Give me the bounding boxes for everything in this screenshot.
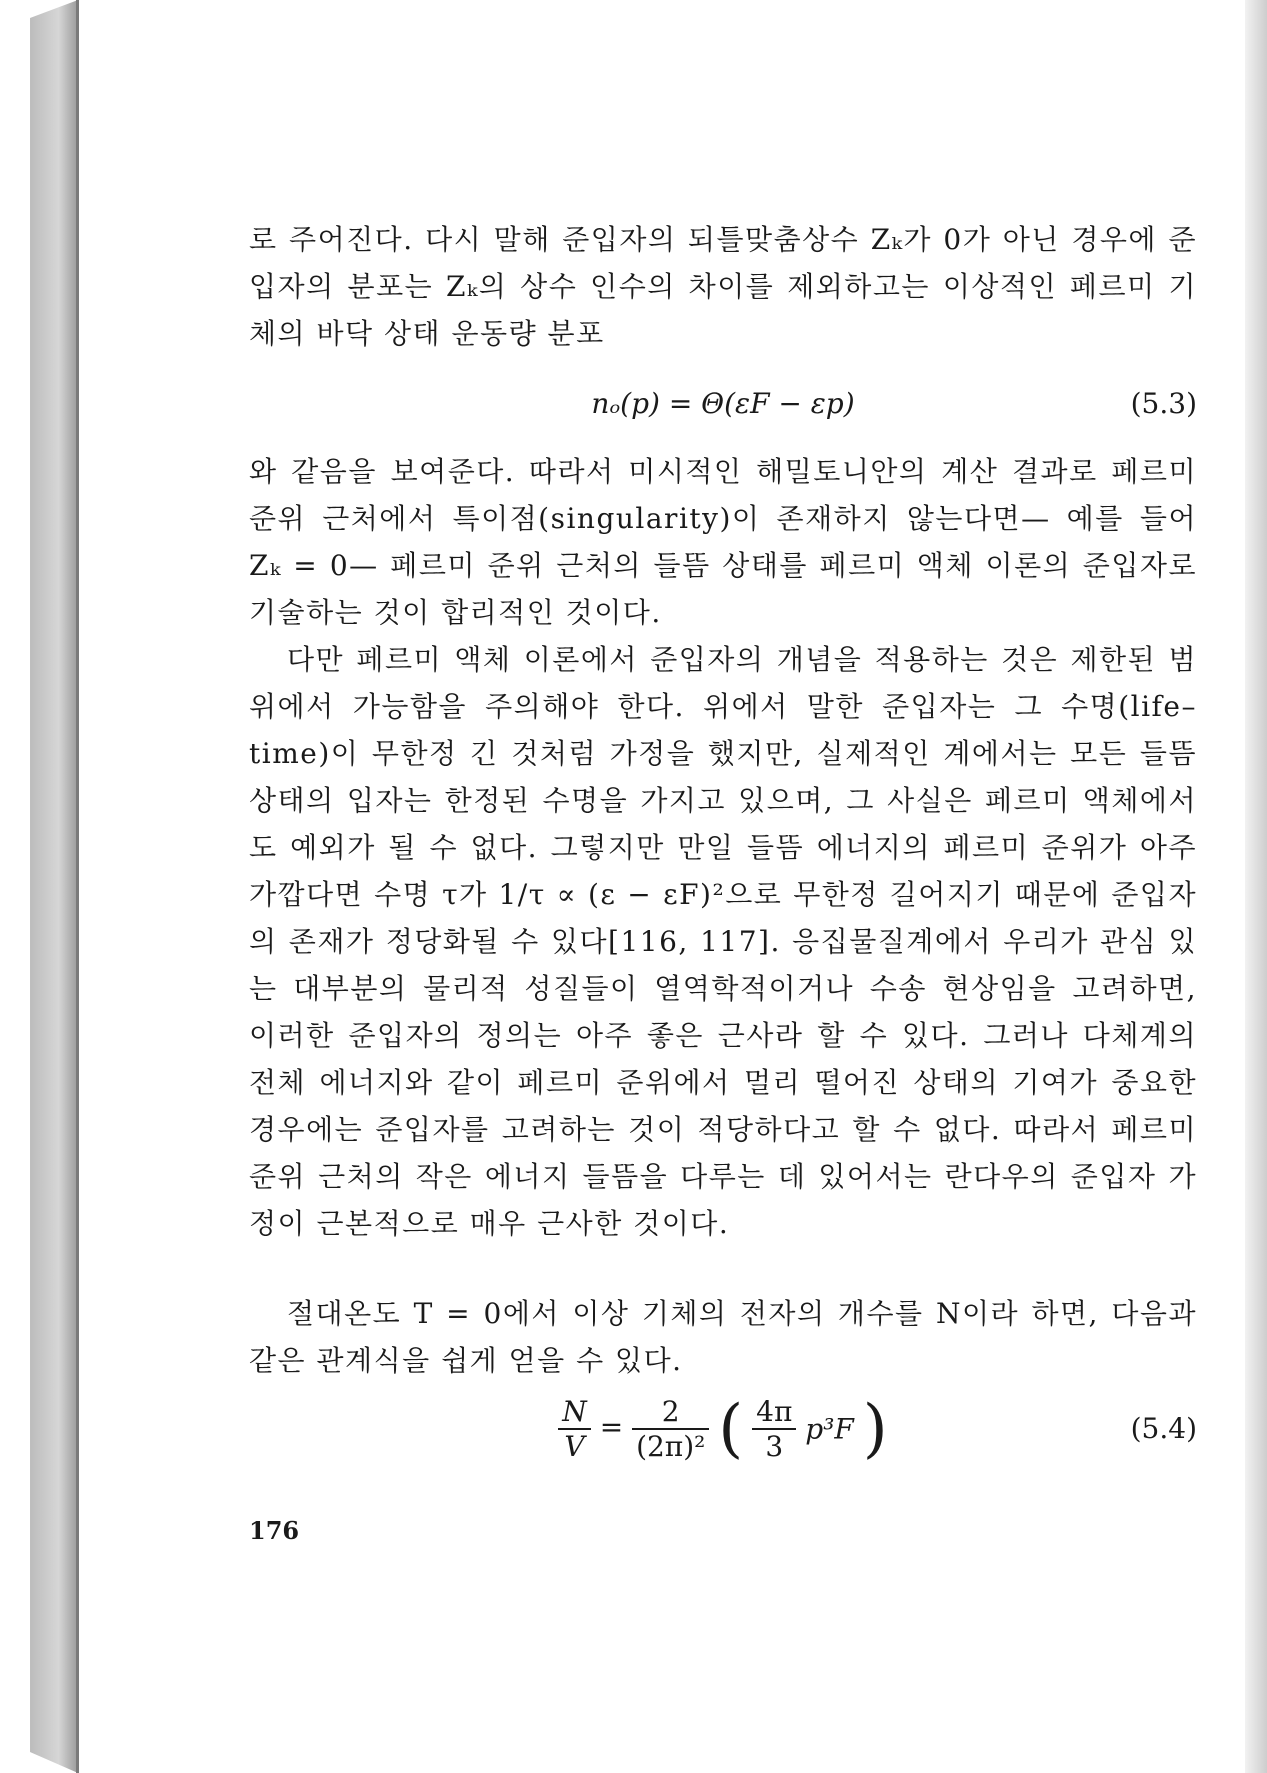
paragraph-3: 다만 페르미 액체 이론에서 준입자의 개념을 적용하는 것은 제한된 범위에서 가능함을 주의해야 한다. 위에서 말한 준입자는 그 수명(life–time)이 무한정 긴 것처럼 가정을 했지만, 실제적인 계에서는 모든 들뜸 상태의 입자는 한정된 수명을 가지고 있으며, 그 사실은 페르미 액체에서도 예외가 될 수 없다. 그렇지만 만일 들뜸 에너지의 페르미 준위가 아주 가깝다면 수명 τ가 1/τ ∝ (ε − εF)²으로 무한정 길어지기 때문에 준입자의 존재가 정당화될 수 있다[116, 117]. 응집물질계에서 우리가 관심 있는 대부분의 물리적 성질들이 열역학적이거나 수송 현상임을 고려하면, 이러한 준입자의 정의는 아주 좋은 근사라 할 수 있다. 그러나 다체계의 전체 에너지와 같이 페르미 준위에서 멀리 떨어진 상태의 기여가 중요한 경우에는 준입자를 고려하는 것이 적당하다고 할 수 없다. 따라서 페르미 준위 근처의 작은 에너지 들뜸을 다루는 데 있어서는 란다우의 준입자 가정이 근본적으로 매우 근사한 것이다. [249, 643, 1197, 1240]
page-number: 176 [249, 1516, 300, 1545]
fraction-denominator: (2π)² [636, 1430, 706, 1463]
paragraph-2: 와 같음을 보여준다. 따라서 미시적인 해밀토니안의 계산 결과로 페르미 준위 근처에서 특이점(singularity)이 존재하지 않는다면— 예를 들어 Zₖ = 0— 페르미 준위 근처의 들뜸 상태를 페르미 액체 이론의 준입자로 기술하는 것이 합리적인 것이다. [249, 455, 1197, 629]
equation-5-4-formula [249, 1392, 1197, 1466]
fraction-numerator: 2 [632, 1395, 709, 1430]
equals-sign: = [599, 1410, 624, 1444]
fraction-n-over-v [558, 1395, 591, 1463]
left-paren: ( [718, 1392, 744, 1466]
fraction-coefficient [632, 1395, 709, 1463]
right-paren: ) [862, 1392, 888, 1466]
fraction-inner [752, 1395, 796, 1463]
equation-5-4 [249, 1392, 1197, 1472]
book-page [79, 0, 1245, 1773]
page-edge-shadow [1245, 0, 1267, 1773]
paragraph-1: 로 주어진다. 다시 말해 준입자의 되틀맞춤상수 Zₖ가 0가 아닌 경우에 준입자의 분포는 Zₖ의 상수 인수의 차이를 제외하고는 이상적인 페르미 기체의 바닥 상태 운동량 분포 [249, 223, 1197, 350]
fraction-numerator: 4π [752, 1395, 796, 1430]
inner-term: p³F [805, 1412, 854, 1446]
book-spine [0, 0, 78, 1773]
fraction-denominator: 3 [765, 1430, 784, 1463]
equation-5-4-number: (5.4) [1130, 1412, 1197, 1445]
equation-5-3 [249, 387, 1197, 427]
equation-5-3-formula: nₒ(p) = Θ(εF − εp) [591, 387, 855, 420]
fraction-denominator: V [564, 1430, 585, 1463]
fraction-numerator: N [558, 1395, 591, 1430]
paragraph-4: 절대온도 T = 0에서 이상 기체의 전자의 개수를 N이라 하면, 다음과 같은 관계식을 쉽게 얻을 수 있다. [249, 1297, 1197, 1377]
equation-5-3-number: (5.3) [1130, 387, 1197, 420]
